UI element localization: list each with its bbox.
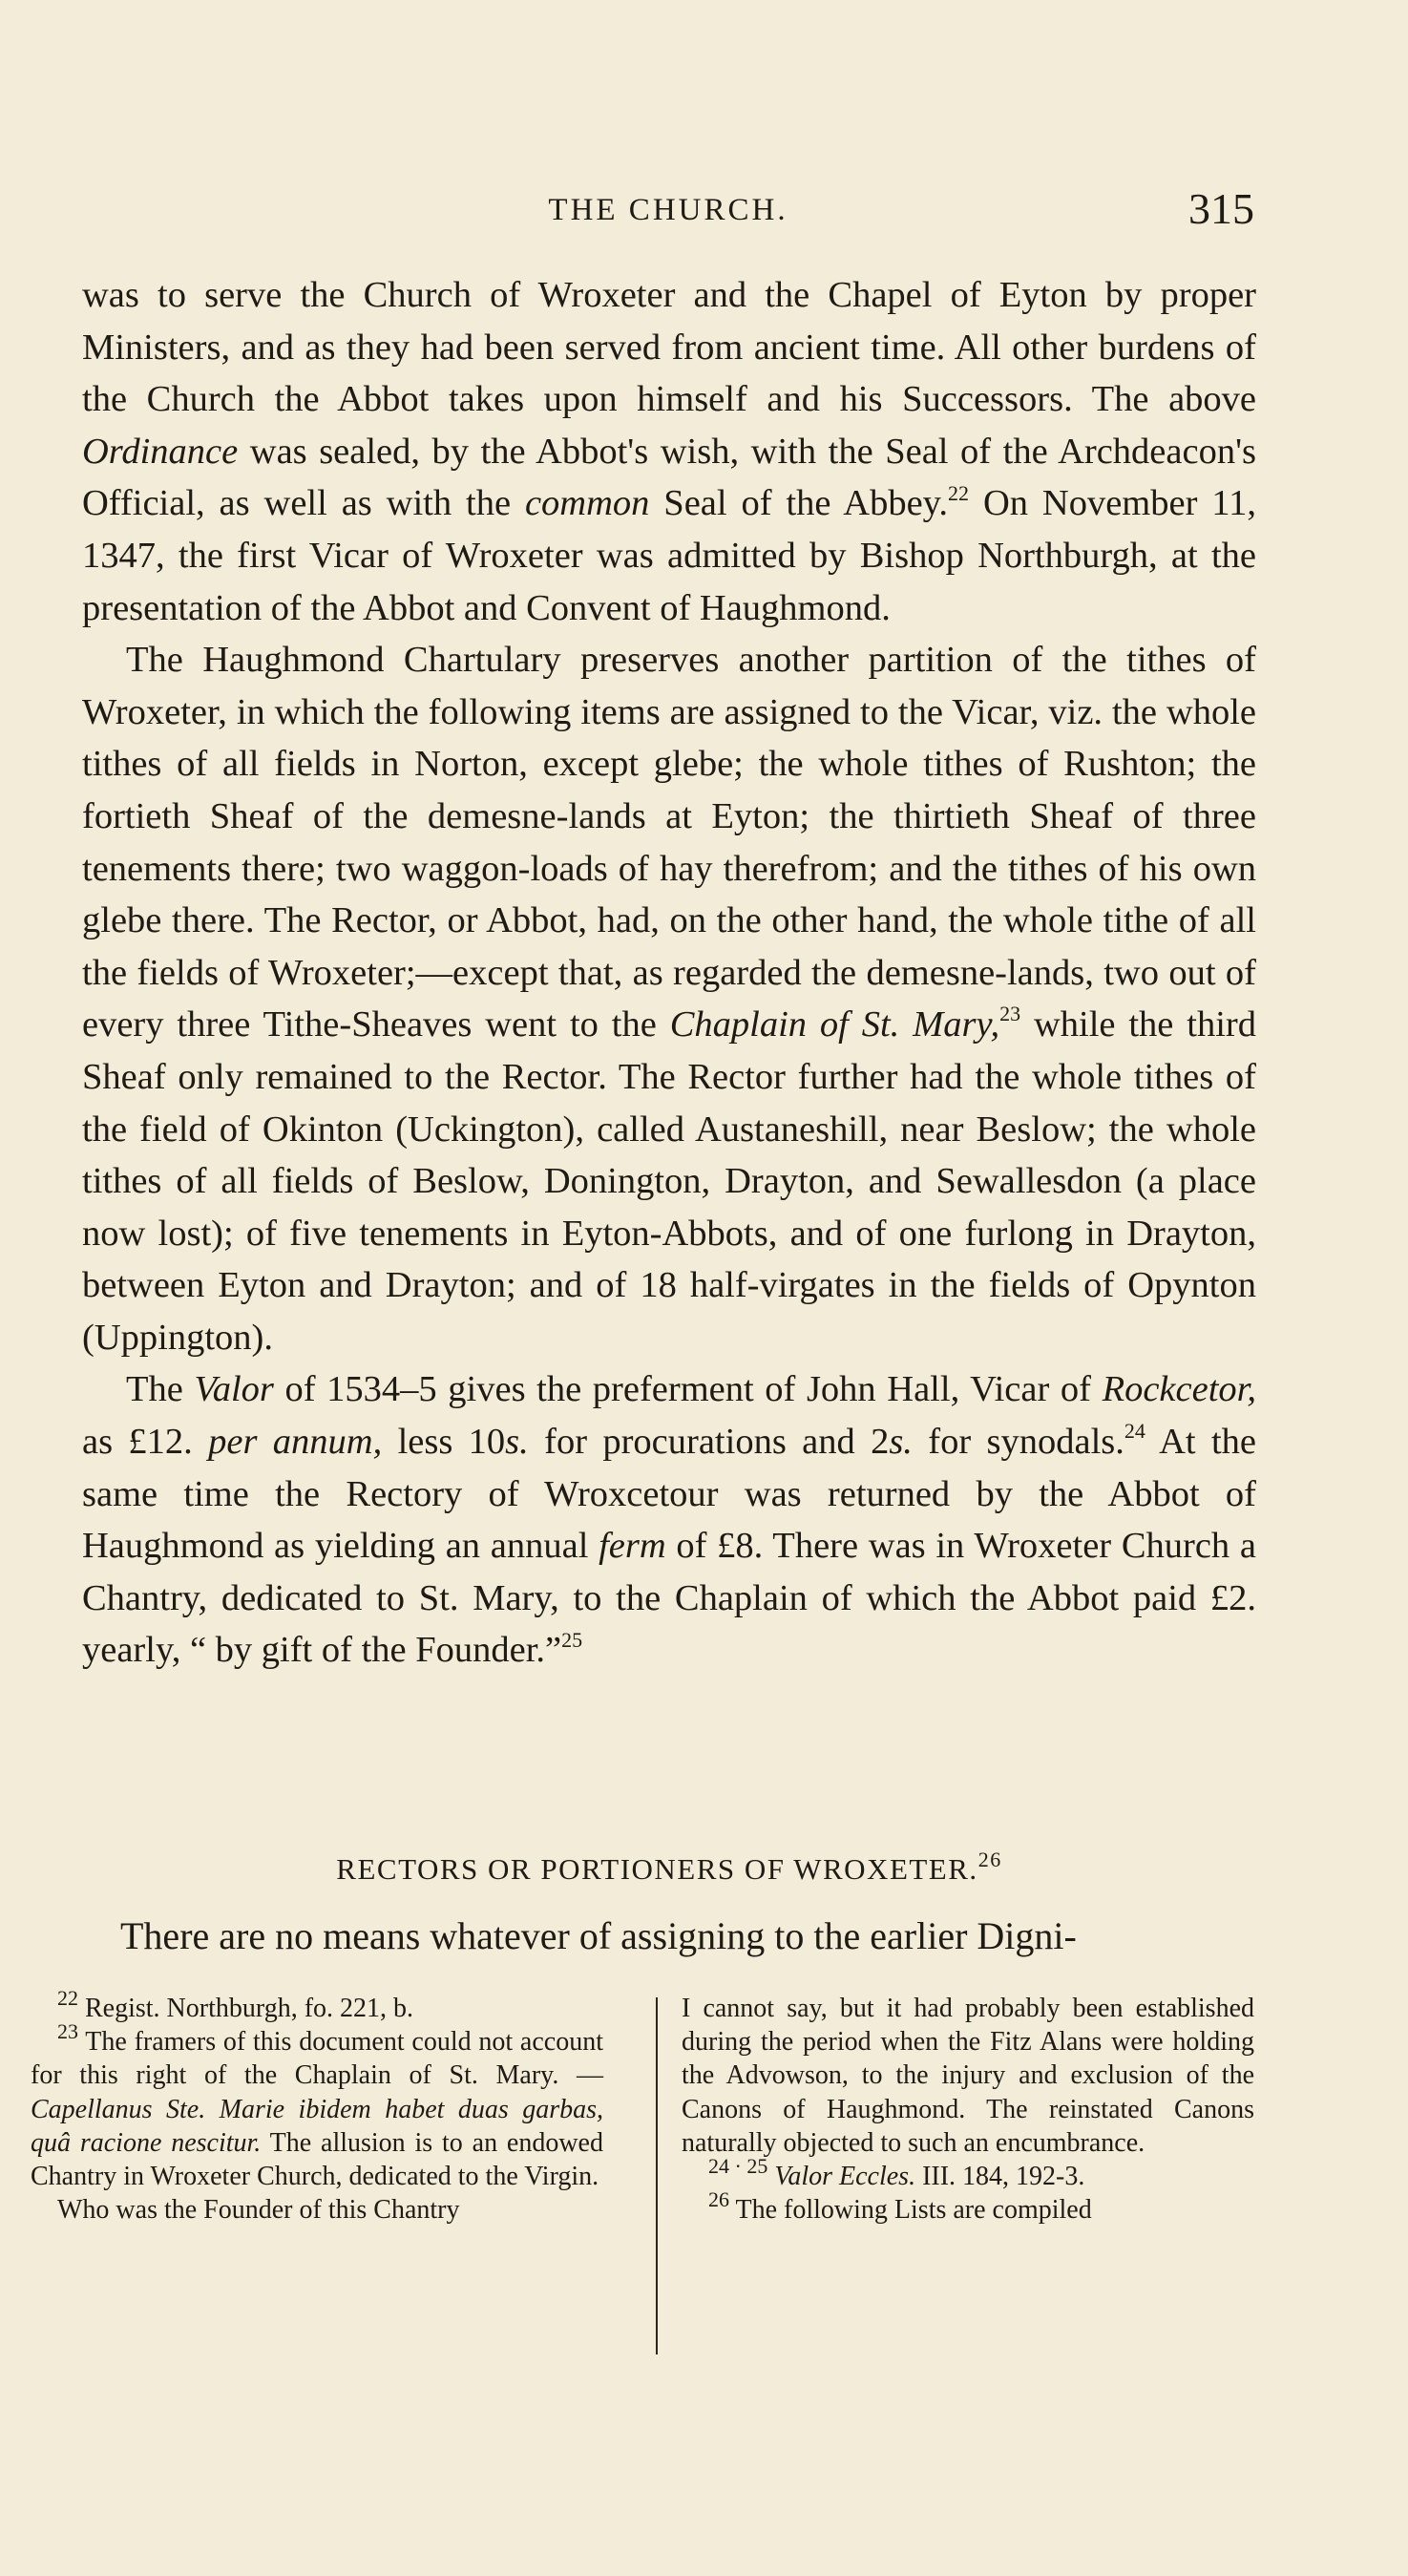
footnote-23-continuation: I cannot say, but it had probably been established during the period when the Fitz Alans were holding the Advowson, to the injury and exclusion of the Canons of Haughmond. The reinstated Canons naturally objected to such an encumbrance.	[682, 1994, 1254, 2158]
footnote-ref-26: 26	[977, 1847, 1002, 1871]
footnote-23: $^{23}$ The framers of this document could not account for this right of the Chaplain of St. Mary. — Capellanus Ste. Marie ibidem habet duas garbas, quâ racione nescitur. The allusion is to an endowed Chantry in Wroxeter Church, dedicated to the Virgin.	[31, 2018, 603, 2192]
page-number: 315	[1188, 184, 1254, 233]
footnote-23-continued: Who was the Founder of this Chantry	[57, 2195, 460, 2226]
footnote-26: $^{26}$ The following Lists are compiled	[708, 2186, 1092, 2226]
footnote-column-left	[31, 1985, 603, 2227]
running-title: THE CHURCH.	[548, 193, 788, 227]
paragraph-3: The Valor of 1534–5 gives the preferment of John Hall, Vicar of Rockcetor, as £12. per annum, less 10s. for procurations and 2s. for synodals.$^{24}$ At the same time the Rectory of Wroxcetour was returned by the Abbot of Haughmond as yielding an annual ferm of £8. There was in Wroxeter Church a Chantry, dedicated to St. Mary, to the Chaplain of which the Abbot paid £2. yearly, “ by gift of the Founder.”$^{25}$	[82, 1369, 1256, 1671]
footnotes	[31, 1985, 1254, 2526]
footnote-column-right	[682, 1992, 1254, 2227]
running-head	[82, 183, 1254, 241]
section-first-line: There are no means whatever of assigning to the earlier Digni-	[120, 1914, 1077, 1957]
footnote-ref-22: 22	[948, 480, 970, 505]
paragraph-2: The Haughmond Chartulary preserves another partition of the tithes of Wroxeter, in which the following items are assigned to the Vicar, viz. the whole tithes of all fields in Norton, except glebe; the whole tithes of Rushton; the fortieth Sheaf of the demesne-lands at Eyton; the thirtieth Sheaf of three tenements there; two waggon-loads of hay therefrom; and the tithes of his own glebe there. The Rector, or Abbot, had, on the other hand, the whole tithe of all the fields of Wroxeter;—except that, as regarded the demesne-lands, two out of every three Tithe-Sheaves went to the Chaplain of St. Mary,$^{23}$ while the third Sheaf only remained to the Rector. The Rector further had the whole tithes of the field of Okinton (Uckington), called Austaneshill, near Beslow; the whole tithes of all fields of Beslow, Donington, Drayton, and Sewallesdon (a place now lost); of five tenements in Eyton-Abbots, and of one furlong in Drayton, between Eyton and Drayton; and of 18 half-virgates in the fields of Opynton (Uppington).	[82, 640, 1256, 1358]
footnote-ref-25: 25	[561, 1627, 583, 1652]
section-heading: RECTORS OR PORTIONERS OF WROXETER.$^{26}$	[336, 1847, 1002, 1886]
footnote-ref-24: 24	[1124, 1419, 1145, 1444]
column-divider	[656, 1997, 658, 2354]
body-text	[82, 269, 1256, 1677]
footnote-24-25: $^{24 \cdot 25}$ Valor Eccles. III. 184, 192-3.	[708, 2153, 1085, 2192]
footnote-ref-23: 23	[999, 1002, 1021, 1026]
paragraph-1: was to serve the Church of Wroxeter and the Chapel of Eyton by proper Ministers, and as they had been served from ancient time. All other burdens of the Church the Abbot takes upon himself and his Successors. The above Ordinance was sealed, by the Abbot's wish, with the Seal of the Archdeacon's Official, as well as with the common Seal of the Abbey.$^{22}$ On November 11, 1347, the first Vicar of Wroxeter was admitted by Bishop Northburgh, at the presentation of the Abbot and Convent of Haughmond.	[82, 275, 1256, 628]
footnote-22: $^{22}$ Regist. Northburgh, fo. 221, b.	[57, 1985, 414, 2023]
